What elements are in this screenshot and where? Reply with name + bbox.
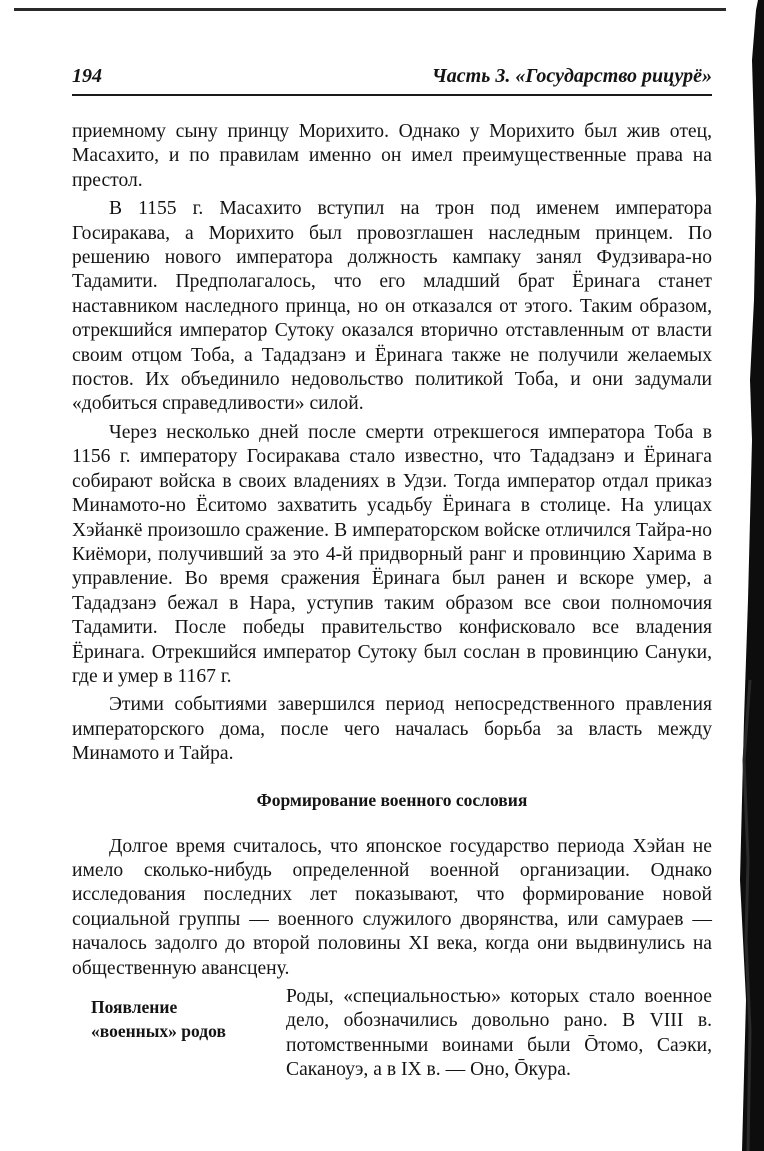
page-number: 194 [72,65,102,87]
section-title: Формирование военного сословия [256,789,528,810]
marginal-block [72,985,712,1083]
paragraph-continuation: приемному сыну принцу Морихито. Однако у Морихито был жив отец, Масахито, и по правилам именно он имел преимущественные права на престол. [72,121,712,191]
paragraph-1156: Через несколько дней после смерти отрекшегося императора Тоба в 1156 г. императору Госиракава стало известно, что Тададзанэ и Ёринага собирают войска в своих владениях в Удзи. Тогда император отдал приказ Минамото-но Ёситомо захватить усадьбу Ёринага в столице. На улицах Хэйанкё произошло сражение. В императорском войске отличился Тайра-но Киёмори, получивший за это 4-й придворный ранг и провинцию Харима в управление. Во время сражения Ёринага был ранен и вскоре умер, а Тададзанэ бежал в Нара, уступив таким образом все свои полномочия Тадамити. После победы правительство конфисковало все владения Ёринага. Отрекшийся император Сутоку был сослан в провинцию Сануки, где и умер в 1167 г. [72,421,712,687]
scanned-binding-edge [722,0,764,1151]
paragraph-military-clans: Роды, «специальностью» которых стало военное дело, обозначились довольно рано. В VIII в. потомственными воинами были Ōтомо, Саэки, Саканоуэ, а в IX в. — Оно, Ōкура. [286,986,712,1081]
part-title: Часть 3. «Государство рицурё» [431,65,712,87]
marginal-heading: Появление «военных» родов [91,997,226,1041]
paragraph-military-estate: Долгое время считалось, что японское государство периода Хэйан не имело сколько-нибудь определенной военной организации. Однако исследования последних лет показывают, что формирование новой социальной группы — военного служилого дворянства, или самураев — началось задолго до второй половины XI века, когда они выдвинулись на общественную авансцену. [72,835,712,979]
paragraph-1155: В 1155 г. Масахито вступил на трон под именем императора Госиракава, а Морихито был провозглашен наследным принцем. По решению нового императора должность кампаку занял Фудзивара-но Тадамити. Предполагалось, что его младший брат Ёринага станет наставником наследного принца, но он отказался от этого. Таким образом, отрекшийся император Сутоку оказался вторично отставленным от власти своим отцом Тоба, а Тададзанэ и Ёринага также не получили желаемых постов. Их объединило недовольство политикой Тоба, и они задумали «добиться справедливости» силой. [72,198,712,415]
paragraph-conclusion: Этими событиями завершился период непосредственного правления императорского дома, после чего началась борьба за власть между Минамото и Тайра. [72,694,712,765]
running-header [72,50,712,96]
page-body [72,120,712,1083]
scan-top-rule [14,8,726,11]
